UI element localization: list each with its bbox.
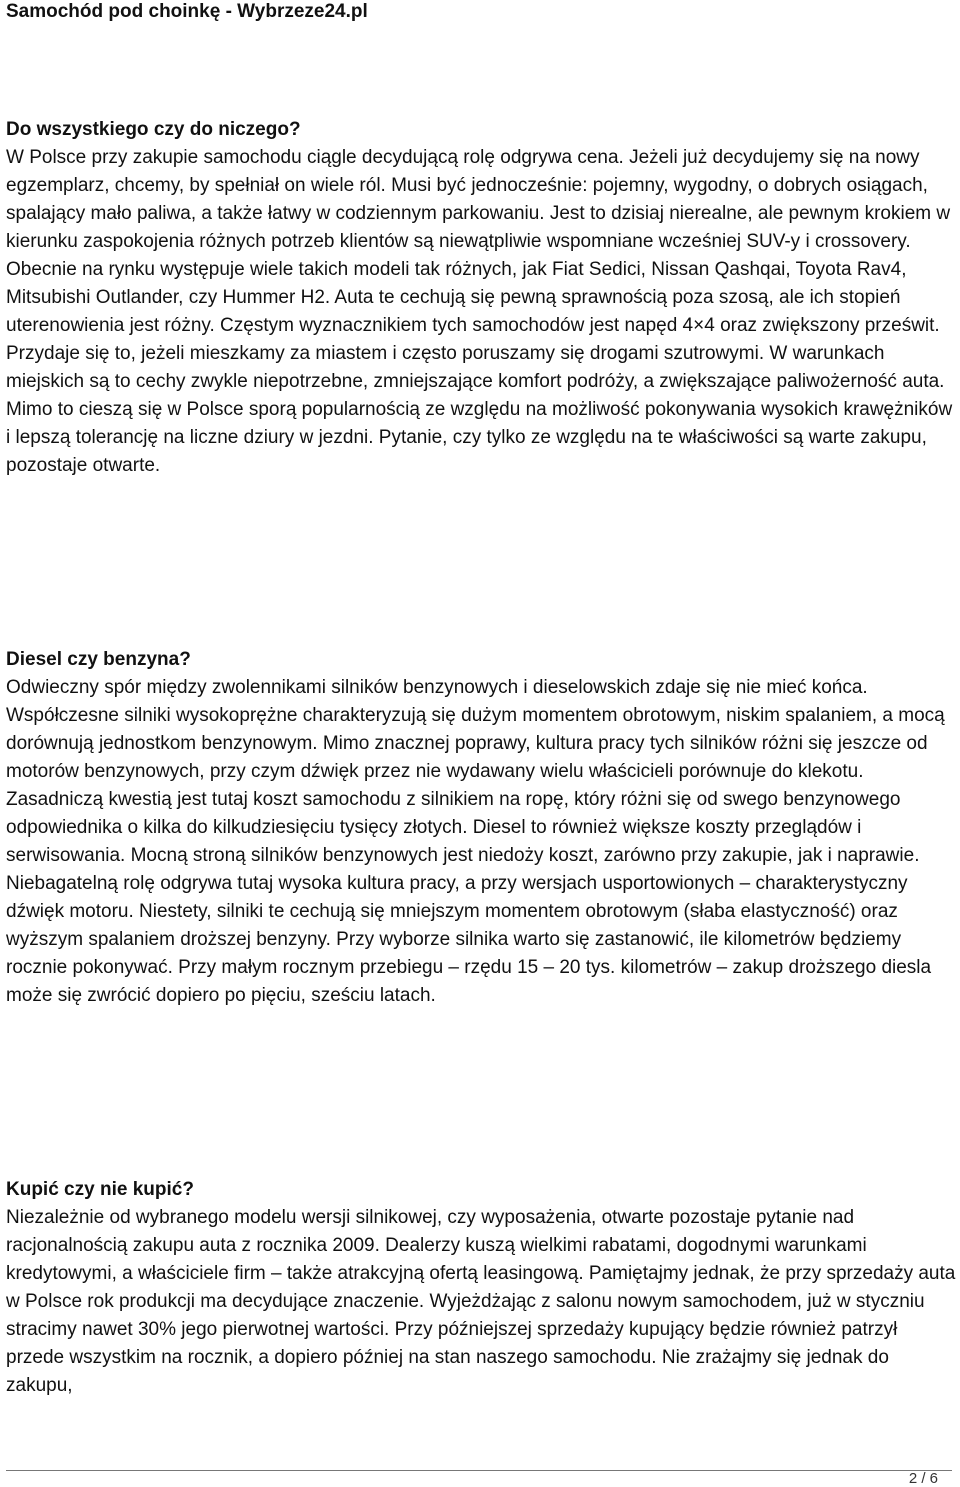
section-heading: Kupić czy nie kupić? bbox=[6, 1179, 194, 1200]
section-body: W Polsce przy zakupie samochodu ciągle decydującą rolę odgrywa cena. Jeżeli już decydujemy się na nowy egzemplarz, chcemy, by spełniał on wiele ról. Musi być jednocześnie: pojemny, wygodny, o dobrych osiągach, spalający mało paliwa, a także łatwy w codziennym parkowaniu. Jest to dzisiaj nierealne, ale pewnym krokiem w kierunku zaspokojenia różnych potrzeb klientów są niewątpliwie wspomniane wcześniej SUV-y i crossovery. Obecnie na rynku występuje wiele takich modeli tak różnych, jak Fiat Sedici, Nissan Qashqai, Toyota Rav4, Mitsubishi Outlander, czy Hummer H2. Auta te cechują się pewną sprawnością poza szosą, ale ich stopień uterenowienia jest różny. Częstym wyznacznikiem tych samochodów jest napęd 4×4 oraz zwiększony prześwit. Przydaje się to, jeżeli mieszkamy za miastem i często poruszamy się drogami szutrowymi. W warunkach miejskich są to cechy zwykle niepotrzebne, zmniejszające komfort podróży, a zwiększające paliwożerność auta. Mimo to cieszą się w Polsce sporą popularnością ze względu na możliwość pokonywania wysokich krawężników i lepszą tolerancję na liczne dziury w jezdni. Pytanie, czy tylko ze względu na te właściwości są warte zakupu, pozostaje otwarte. bbox=[6, 147, 953, 476]
section-body: Odwieczny spór między zwolennikami silników benzynowych i dieselowskich zdaje się nie mieć końca. Współczesne silniki wysokoprężne charakteryzują się dużym momentem obrotowym, niskim spalaniem, a mocą dorównują jednostkom benzynowym. Mimo znacznej poprawy, kultura pracy tych silników różni się jeszcze od motorów benzynowych, przy czym dźwięk przez nie wydawany wielu właścicieli porównuje do klekotu. Zasadniczą kwestią jest tutaj koszt samochodu z silnikiem na ropę, który różni się od swego benzynowego odpowiednika o kilka do kilkudziesięciu tysięcy złotych. Diesel to również większe koszty przeglądów i serwisowania. Mocną stroną silników benzynowych jest niedoży koszt, zarówno przy zakupie, jak i naprawie. Niebagatelną rolę odgrywa tutaj wysoka kultura pracy, a przy wersjach usportowionych – charakterystyczny dźwięk motoru. Niestety, silniki te cechują się mniejszym momentem obrotowym (słaba elastyczność) oraz wyższym spalaniem droższej benzyny. Przy wyborze silnika warto się zastanowić, ile kilometrów będziemy rocznie pokonywać. Przy małym rocznym przebiegu – rzędu 15 – 20 tys. kilometrów – zakup droższego diesla może się zwrócić dopiero po pięciu, sześciu latach. bbox=[6, 677, 945, 1006]
section-buy-or-not bbox=[6, 1176, 956, 1400]
page-number: 2 / 6 bbox=[908, 1470, 938, 1487]
section-heading: Do wszystkiego czy do niczego? bbox=[6, 119, 301, 140]
section-all-or-nothing bbox=[6, 116, 956, 480]
section-body: Niezależnie od wybranego modelu wersji silnikowej, czy wyposażenia, otwarte pozostaje pytanie nad racjonalnością zakupu auta z rocznika 2009. Dealerzy kuszą wielkimi rabatami, dogodnymi warunkami kredytowymi, a właściciele firm – także atrakcyjną ofertą leasingową. Pamiętajmy jednak, że przy sprzedaży auta w Polsce rok produkcji ma decydujące znaczenie. Wyjeżdżając z salonu nowym samochodem, już w styczniu stracimy nawet 30% jego pierwotnej wartości. Przy późniejszej sprzedaży kupujący będzie również patrzył przede wszystkim na rocznik, a dopiero później na stan naszego samochodu. Nie zrażajmy się jednak do zakupu, bbox=[6, 1207, 956, 1396]
section-diesel-or-petrol bbox=[6, 646, 956, 1010]
section-heading: Diesel czy benzyna? bbox=[6, 649, 191, 670]
footer-divider bbox=[6, 1470, 952, 1471]
document-title: Samochód pod choinkę - Wybrzeze24.pl bbox=[6, 1, 368, 22]
